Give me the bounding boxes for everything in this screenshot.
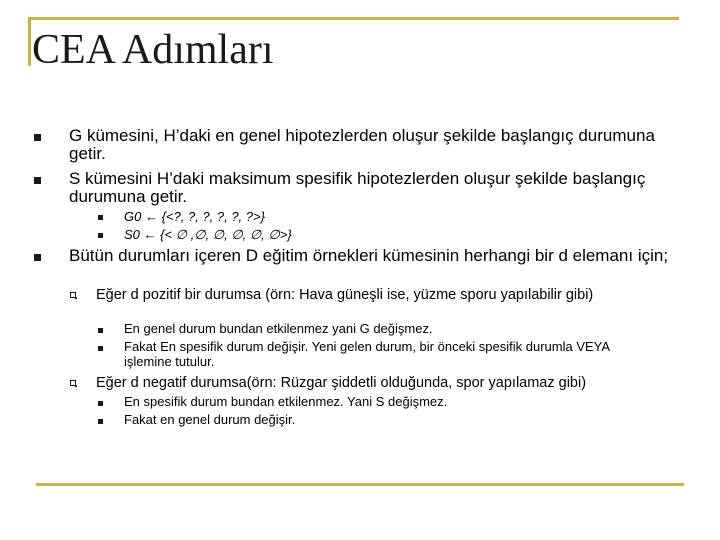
bullet-text: Bütün durumları içeren D eğitim örnekleri kümesinin herhangi bir d elemanı için; xyxy=(69,246,669,265)
bullet-text: G kümesini, H’daki en genel hipotezlerden oluşur şekilde başlangıç durumuna getir. xyxy=(69,126,655,163)
formula-s0: S0 ← {< ∅ ,∅, ∅, ∅, ∅, ∅>} xyxy=(124,227,292,242)
positive-detail: En genel durum bundan etkilenmez yani G değişmez. xyxy=(124,321,433,336)
frame-left-rule xyxy=(28,17,31,66)
bullet-square-icon xyxy=(98,346,103,351)
bullet-square-icon xyxy=(34,134,41,141)
frame-top-rule xyxy=(28,17,679,20)
bullet-square-icon xyxy=(98,233,103,238)
bullet-text: S kümesini H’daki maksimum spesifik hipotezlerden oluşur şekilde başlangıç durumuna getir. xyxy=(69,169,646,206)
bullet-square-icon xyxy=(98,401,103,406)
bullet-square-icon xyxy=(98,419,103,424)
formula-g0: G0 ← {<?, ?, ?, ?, ?, ?>} xyxy=(124,209,265,224)
negative-detail: Fakat en genel durum değişir. xyxy=(124,412,296,427)
positive-case-text: Eğer d pozitif bir durumsa (örn: Hava güneşli ise, yüzme sporu yapılabilir gibi) xyxy=(96,287,594,303)
negative-detail: En spesifik durum bundan etkilenmez. Yani S değişmez. xyxy=(124,394,448,409)
bottom-rule xyxy=(36,483,684,486)
hollow-bullet-icon xyxy=(70,292,76,298)
slide-title: CEA Adımları xyxy=(32,27,274,73)
hollow-bullet-icon xyxy=(70,380,76,386)
bullet-square-icon xyxy=(34,177,41,184)
bullet-square-icon xyxy=(34,254,41,261)
positive-detail: Fakat En spesifik durum değişir. Yeni gelen durum, bir önceki spesifik durumla VEYA işlemine tutulur. xyxy=(124,339,610,369)
bullet-square-icon xyxy=(98,328,103,333)
negative-case-text: Eğer d negatif durumsa(örn: Rüzgar şiddetli olduğunda, spor yapılamaz gibi) xyxy=(96,375,587,391)
bullet-square-icon xyxy=(98,215,103,220)
